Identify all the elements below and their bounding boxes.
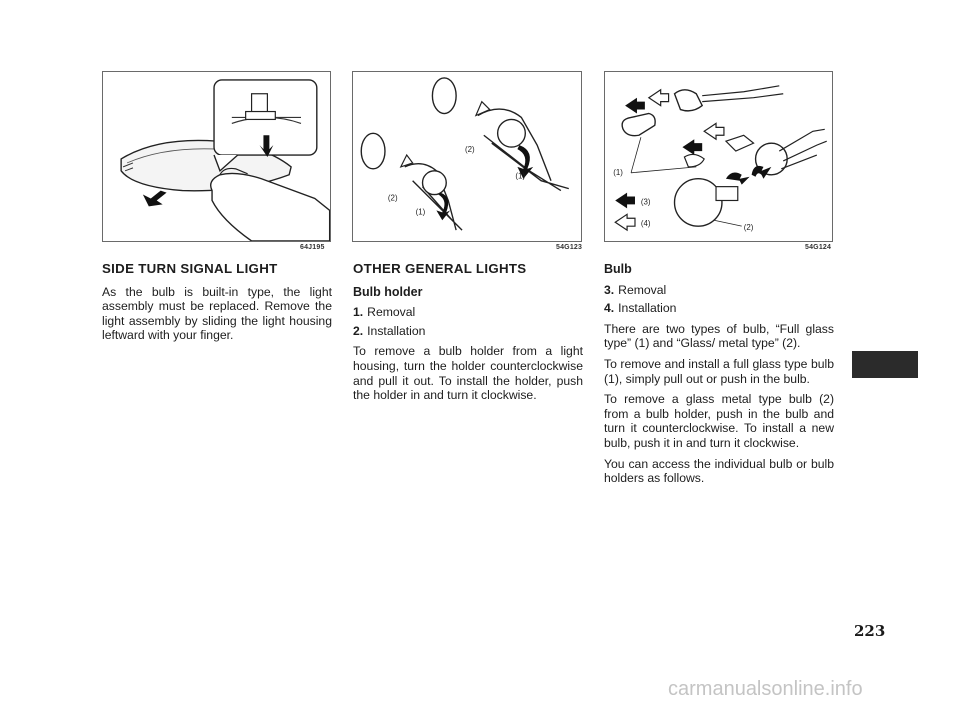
step-removal [604, 283, 834, 298]
step-label: Installation [367, 323, 426, 338]
heading-side-turn-signal: SIDE TURN SIGNAL LIGHT [102, 261, 278, 276]
label-fig2-2: (1) [515, 171, 526, 181]
figure-side-turn-signal [102, 71, 331, 242]
paragraph-side-turn-signal: As the bulb is built-in type, the light assembly must be replaced. Remove the light assembly by sliding the light housing leftward with your finger. [102, 284, 332, 343]
subheading-bulb: Bulb [604, 262, 632, 276]
step-number: 1. [353, 305, 364, 320]
column-other-lights [353, 262, 583, 409]
figure-code-3: 54G124 [805, 244, 832, 251]
label-fig2-4: (1) [415, 207, 426, 217]
step-removal [353, 305, 583, 320]
figure-bulbs [604, 71, 833, 242]
step-label: Installation [618, 301, 677, 316]
step-label: Removal [618, 282, 667, 297]
bulb-types-illustration [605, 72, 832, 241]
page-number: 223 [854, 622, 886, 640]
step-number: 2. [353, 323, 364, 338]
side-turn-signal-illustration [103, 72, 330, 241]
figure-code-1: 64J195 [300, 244, 325, 251]
section-tab [852, 351, 918, 378]
label-fig3-4: (4) [640, 219, 651, 229]
step-installation [353, 324, 583, 339]
column-bulb [604, 262, 834, 492]
step-number: 3. [604, 282, 615, 297]
heading-other-lights: OTHER GENERAL LIGHTS [353, 261, 527, 276]
paragraph-full-glass: To remove and install a full glass type bulb (1), simply pull out or push in the bulb. [604, 356, 834, 386]
paragraph-bulb-types: There are two types of bulb, “Full glass type” (1) and “Glass/ metal type” (2). [604, 321, 834, 351]
label-fig2-3: (2) [387, 193, 398, 203]
watermark: carmanualsonline.info [668, 678, 863, 700]
figure-code-2: 54G123 [556, 244, 583, 251]
label-fig3-3: (3) [640, 197, 651, 207]
step-label: Removal [367, 305, 416, 320]
step-number: 4. [604, 301, 615, 316]
label-fig3-2: (2) [743, 223, 754, 233]
label-fig2-1: (2) [465, 145, 475, 155]
paragraph-glass-metal: To remove a glass metal type bulb (2) from a bulb holder, push in the bulb and turn it counterclockwise. To install a new bulb, push it in and turn it clockwise. [604, 392, 834, 450]
figure-bulb-holder [352, 71, 582, 242]
column-side-turn-signal [102, 262, 332, 349]
step-installation [604, 301, 834, 316]
subheading-bulb-holder: Bulb holder [353, 284, 423, 299]
bulb-holder-illustration [353, 72, 581, 241]
paragraph-access: You can access the individual bulb or bulb holders as follows. [604, 456, 834, 486]
label-fig3-1: (1) [613, 167, 623, 177]
paragraph-bulb-holder: To remove a bulb holder from a light housing, turn the holder counterclockwise and pull it out. To install the holder, push the holder in and turn it clockwise. [353, 344, 583, 403]
